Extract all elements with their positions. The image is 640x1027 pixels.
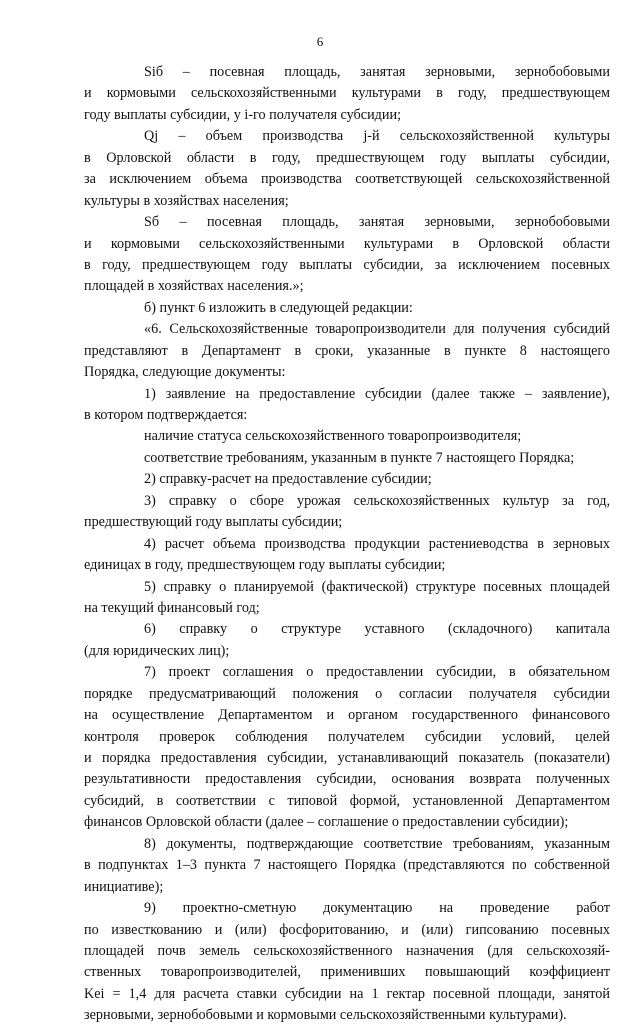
text-line: (для юридических лиц); [84,642,230,659]
text-line: представляют в Департамент в сроки, указанные в пункте 8 настоящего [84,342,610,359]
text-line: Sб – посевная площадь, занятая зерновыми, зернобобовыми [144,214,610,231]
page-number: 6 [316,34,324,49]
text-line: площадей почв земель сельскохозяйственного назначения (для сельскохозяй- [84,942,610,959]
text-line: в подпунктах 1–3 пункта 7 настоящего Порядка (представляются по собственной [84,857,610,874]
text-line: и порядка предоставления субсидии, устанавливающий показатель (показатели) [84,750,610,766]
text-line: 2) справку-расчет на предоставление субсидии; [144,471,432,488]
text-line: 3) справку о сборе урожая сельскохозяйственных культур за год, [144,492,610,509]
text-line: 6) справку о структуре уставного (складочного) капитала [144,621,610,638]
text-line: результативности предоставления субсидии, основания возврата полученных [84,771,610,788]
text-line: 7) проект соглашения о предоставлении субсидии, в обязательном [144,664,610,681]
text-line: инициативе); [84,878,164,895]
text-line: наличие статуса сельскохозяйственного товаропроизводителя; [144,428,522,445]
text-line: и кормовыми сельскохозяйственными культурами в Орловской области [84,235,610,252]
text-line: на текущий финансовый год; [84,599,260,616]
text-line: 1) заявление на предоставление субсидии (далее также – заявление), [144,385,610,402]
text-line: б) пункт 6 изложить в следующей редакции: [144,299,413,316]
text-line: Siб – посевная площадь, занятая зерновыми, зернобобовыми [144,64,610,80]
text-line: 4) расчет объема производства продукции растениеводства в зерновых [144,535,610,552]
text-line: субсидий, в соответствии с типовой формой, установленной Департаментом [84,792,610,809]
text-line: «6. Сельскохозяйственные товаропроизводители для получения субсидий [144,321,610,338]
text-line: по известкованию и (или) фосфоритованию, и (или) гипсованию посевных [84,921,610,938]
text-line: финансов Орловской области (далее – соглашение о предоставлении субсидии); [84,814,569,831]
text-line: Kei = 1,4 для расчета ставки субсидии на 1 гектар посевной площади, занятой [84,985,610,1002]
text-line: 8) документы, подтверждающие соответствие требованиям, указанным [144,835,610,852]
text-line: на осуществление Департаментом и органом государственного финансового [84,707,610,724]
text-line: в Орловской области в году, предшествующем году выплаты субсидии, [84,149,610,166]
text-line: площадей в хозяйствах населения.»; [84,278,304,295]
document-body [84,62,610,1027]
text-line: и кормовыми сельскохозяйственными культурами в году, предшествующем [84,85,610,102]
text-line: порядке предусматривающий положения о согласии получателя субсидии [84,685,610,702]
text-line: году выплаты субсидии, у i-го получателя субсидии; [84,106,402,123]
text-line: контроля проверок соблюдения получателем субсидии условий, целей [84,728,610,745]
text-line: культуры в хозяйствах населения; [84,192,289,209]
text-line: в году, предшествующем году выплаты субсидии, за исключением посевных [84,256,610,273]
text-line: 5) справку о планируемой (фактической) структуре посевных площадей [144,578,610,595]
text-line: ственных товаропроизводителей, применивших повышающий коэффициент [84,964,610,981]
text-line: единицах в году, предшествующем году выплаты субсидии; [84,557,446,574]
text-line: 9) проектно-сметную документацию на проведение работ [144,900,610,917]
text-line: Qj – объем производства j-й сельскохозяйственной культуры [144,128,610,145]
text-line: зерновыми, зернобобовыми и кормовыми сельскохозяйственными культурами). [84,1007,567,1024]
text-line: Порядка, следующие документы: [84,364,286,381]
text-line: соответствие требованиям, указанным в пункте 7 настоящего Порядка; [144,449,575,466]
text-line: предшествующий году выплаты субсидии; [84,514,343,531]
text-line: за исключением объема производства соответствующей сельскохозяйственной [84,171,610,188]
text-line: в котором подтверждается: [84,407,248,423]
